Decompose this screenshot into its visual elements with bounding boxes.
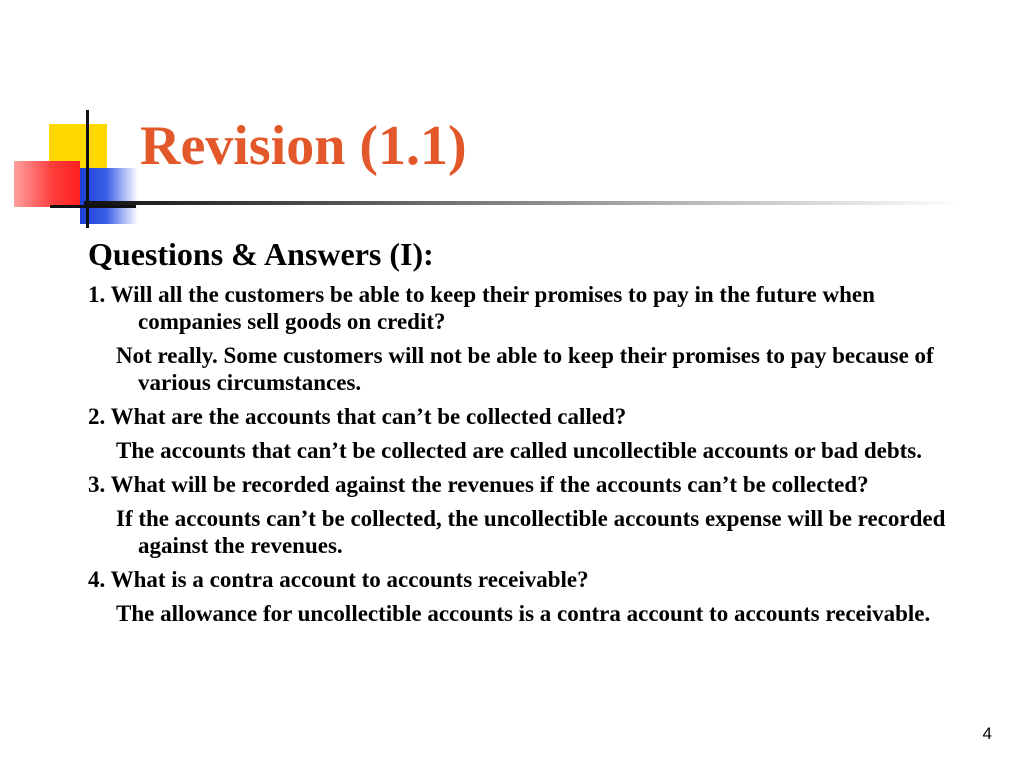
question-1: 1. Will all the customers be able to keep their promises to pay in the future when companies sell goods on credit? [88,282,875,334]
slide-title: Revision (1.1) [140,115,467,177]
question-2: 2. What are the accounts that can’t be collected called? [88,404,627,429]
logo-vertical-line [86,110,89,228]
answer-1: Not really. Some customers will not be able to keep their promises to pay because of various circumstances. [116,343,934,395]
section-heading: Questions & Answers (I): [88,236,434,272]
logo-horizontal-line [50,205,136,208]
answer-2: The accounts that can’t be collected are called uncollectible accounts or bad debts. [116,438,922,463]
logo-red-square [14,161,80,207]
answer-4: The allowance for uncollectible accounts is a contra account to accounts receivable. [116,601,931,626]
slide-content [88,235,968,634]
page-number: 4 [982,724,992,743]
question-4: 4. What is a contra account to accounts receivable? [88,567,589,592]
question-3: 3. What will be recorded against the revenues if the accounts can’t be collected? [88,472,869,497]
answer-3: If the accounts can’t be collected, the uncollectible accounts expense will be recorded against the revenues. [116,506,946,558]
title-underline [84,201,964,205]
qa-list [88,281,968,627]
